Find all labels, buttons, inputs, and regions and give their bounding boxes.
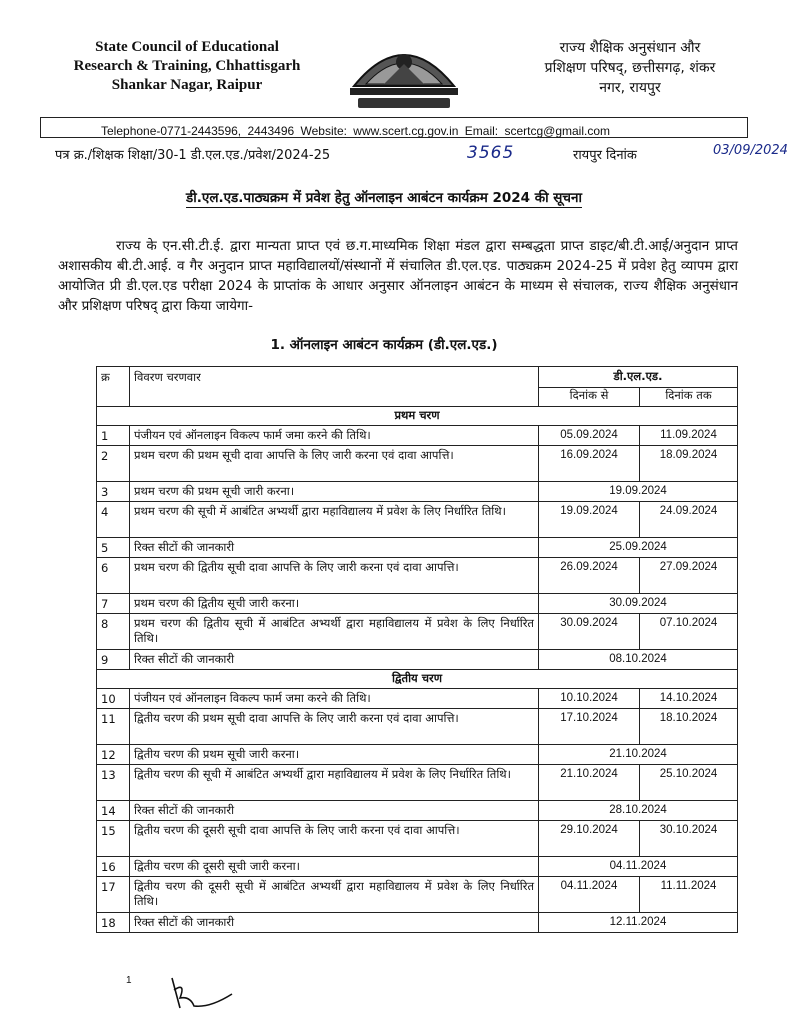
row-date-from: 30.09.2024: [539, 614, 640, 650]
contact-box: [40, 117, 748, 138]
phase-label: प्रथम चरण: [97, 407, 738, 426]
phase-row: [97, 670, 738, 689]
row-description: पंजीयन एवं ऑनलाइन विकल्प फार्म जमा करने की तिथि।: [130, 689, 539, 709]
row-description: द्वितीय चरण की प्रथम सूची दावा आपत्ति के लिए जारी करना एवं दावा आपत्ति।: [130, 709, 539, 745]
row-date-to: 25.10.2024: [640, 765, 738, 801]
table-row: [97, 801, 738, 821]
row-description: द्वितीय चरण की दूसरी सूची जारी करना।: [130, 857, 539, 877]
row-description: रिक्त सीटों की जानकारी: [130, 650, 539, 670]
contact-details: Telephone-0771-2443596, 2443496 Website: www.scert.cg.gov.in Email: scertcg@gmail.com: [101, 124, 610, 138]
org-name-hindi: [510, 38, 750, 98]
table-header-row: [97, 367, 738, 388]
org-en-line: State Council of Educational: [95, 39, 279, 55]
table-row: [97, 502, 738, 538]
table-row: [97, 709, 738, 745]
row-description: द्वितीय चरण की दूसरी सूची में आबंटित अभ्यर्थी द्वारा महाविद्यालय में प्रवेश के लिए निर्धारित तिथि।: [130, 877, 539, 913]
org-en-line: Shankar Nagar, Raipur: [111, 77, 263, 93]
header-no: क्र: [97, 367, 130, 407]
row-date: 04.11.2024: [539, 857, 738, 877]
row-date-from: 19.09.2024: [539, 502, 640, 538]
row-date-from: 21.10.2024: [539, 765, 640, 801]
org-hi-line: नगर, रायपुर: [599, 80, 661, 96]
row-number: 12: [97, 745, 130, 765]
row-date-to: 07.10.2024: [640, 614, 738, 650]
signature-scribble: [160, 968, 250, 1018]
scert-logo-emblem: [344, 36, 464, 112]
row-date-from: 16.09.2024: [539, 446, 640, 482]
letter-number: 3565: [467, 143, 515, 163]
table-row: [97, 446, 738, 482]
notice-paragraph: राज्य के एन.सी.टी.ई. द्वारा मान्यता प्राप्त एवं छ.ग.माध्यमिक शिक्षा मंडल द्वारा सम्बद्धता प्राप्त डाइट/बी.टी.आई/अनुदान प्राप्त अशासकीय बी.टी.आई. व गैर अनुदान प्राप्त महाविद्यालयों/संस्थानों में संचालित डी.एल.एड. पाठ्यक्रम 2024-25 में प्रवेश हेतु व्यापम द्वारा आयोजित प्री डी.एल.एड परीक्षा 2024 के प्राप्तांक के आधार अनुसार ऑनलाइन आबंटन के माध्यम से संचालक, राज्य शैक्षिक अनुसंधान और प्रशिक्षण परिषद् द्वारा किया जायेगा-: [58, 238, 738, 314]
row-date: 30.09.2024: [539, 594, 738, 614]
row-number: 15: [97, 821, 130, 857]
row-description: प्रथम चरण की द्वितीय सूची दावा आपत्ति के लिए जारी करना एवं दावा आपत्ति।: [130, 558, 539, 594]
row-date: 21.10.2024: [539, 745, 738, 765]
row-description: प्रथम चरण की प्रथम सूची जारी करना।: [130, 482, 539, 502]
row-description: रिक्त सीटों की जानकारी: [130, 538, 539, 558]
row-number: 13: [97, 765, 130, 801]
org-name-english: [62, 38, 312, 95]
row-number: 14: [97, 801, 130, 821]
row-number: 17: [97, 877, 130, 913]
row-date: 25.09.2024: [539, 538, 738, 558]
row-date-from: 17.10.2024: [539, 709, 640, 745]
table-row: [97, 689, 738, 709]
row-number: 18: [97, 913, 130, 933]
row-date: 12.11.2024: [539, 913, 738, 933]
header-from: दिनांक से: [539, 388, 640, 407]
table-row: [97, 877, 738, 913]
row-date-from: 26.09.2024: [539, 558, 640, 594]
row-description: प्रथम चरण की द्वितीय सूची जारी करना।: [130, 594, 539, 614]
table-row: [97, 594, 738, 614]
schedule-subheading: 1. ऑनलाइन आबंटन कार्यक्रम (डी.एल.एड.): [270, 337, 498, 353]
table-row: [97, 650, 738, 670]
handwritten-date: 03/09/2024: [713, 143, 788, 158]
row-number: 1: [97, 426, 130, 446]
row-date-from: 04.11.2024: [539, 877, 640, 913]
row-number: 8: [97, 614, 130, 650]
row-number: 11: [97, 709, 130, 745]
row-date-to: 11.09.2024: [640, 426, 738, 446]
page-mark: 1: [126, 975, 132, 986]
schedule-table: [96, 366, 738, 933]
table-row: [97, 426, 738, 446]
table-row: [97, 913, 738, 933]
row-description: रिक्त सीटों की जानकारी: [130, 913, 539, 933]
row-number: 4: [97, 502, 130, 538]
row-description: पंजीयन एवं ऑनलाइन विकल्प फार्म जमा करने की तिथि।: [130, 426, 539, 446]
row-date: 19.09.2024: [539, 482, 738, 502]
row-date-from: 10.10.2024: [539, 689, 640, 709]
row-description: प्रथम चरण की सूची में आबंटित अभ्यर्थी द्वारा महाविद्यालय में प्रवेश के लिए निर्धारित तिथि।: [130, 502, 539, 538]
row-date-to: 14.10.2024: [640, 689, 738, 709]
row-date-to: 27.09.2024: [640, 558, 738, 594]
org-en-line: Research & Training, Chhattisgarh: [73, 58, 301, 74]
table-row: [97, 558, 738, 594]
table-row: [97, 745, 738, 765]
row-number: 9: [97, 650, 130, 670]
row-date-to: 24.09.2024: [640, 502, 738, 538]
row-date-to: 18.09.2024: [640, 446, 738, 482]
row-number: 5: [97, 538, 130, 558]
header-description: विवरण चरणवार: [130, 367, 539, 407]
row-description: द्वितीय चरण की सूची में आबंटित अभ्यर्थी द्वारा महाविद्यालय में प्रवेश के लिए निर्धारित तिथि।: [130, 765, 539, 801]
table-row: [97, 538, 738, 558]
row-description: प्रथम चरण की प्रथम सूची दावा आपत्ति के लिए जारी करना एवं दावा आपत्ति।: [130, 446, 539, 482]
phase2-rows: [97, 689, 738, 933]
row-number: 2: [97, 446, 130, 482]
table-row: [97, 614, 738, 650]
row-date: 28.10.2024: [539, 801, 738, 821]
header-to: दिनांक तक: [640, 388, 738, 407]
row-description: द्वितीय चरण की प्रथम सूची जारी करना।: [130, 745, 539, 765]
row-date: 08.10.2024: [539, 650, 738, 670]
org-hi-line: राज्य शैक्षिक अनुसंधान और: [559, 40, 701, 56]
reference-number: पत्र क्र./शिक्षक शिक्षा/30-1 डी.एल.एड./प्रवेश/2024-25: [55, 148, 331, 163]
row-date-to: 18.10.2024: [640, 709, 738, 745]
row-date-from: 05.09.2024: [539, 426, 640, 446]
row-description: द्वितीय चरण की दूसरी सूची दावा आपत्ति के लिए जारी करना एवं दावा आपत्ति।: [130, 821, 539, 857]
phase1-rows: [97, 426, 738, 670]
reference-line: [55, 143, 788, 165]
header-group: डी.एल.एड.: [539, 367, 738, 388]
table-row: [97, 765, 738, 801]
row-number: 16: [97, 857, 130, 877]
phase-row: [97, 407, 738, 426]
place-date-label: रायपुर दिनांक: [573, 148, 637, 163]
table-row: [97, 821, 738, 857]
phase-label: द्वितीय चरण: [97, 670, 738, 689]
row-description: रिक्त सीटों की जानकारी: [130, 801, 539, 821]
notice-heading-text: डी.एल.एड.पाठ्यक्रम में प्रवेश हेतु ऑनलाइन आबंटन कार्यक्रम 2024 की सूचना: [186, 190, 582, 206]
row-date-from: 29.10.2024: [539, 821, 640, 857]
row-date-to: 30.10.2024: [640, 821, 738, 857]
row-number: 6: [97, 558, 130, 594]
table-row: [97, 482, 738, 502]
notice-heading: [0, 188, 768, 206]
row-date-to: 11.11.2024: [640, 877, 738, 913]
org-hi-line: प्रशिक्षण परिषद्, छत्तीसगढ़, शंकर: [544, 60, 716, 76]
row-number: 10: [97, 689, 130, 709]
row-number: 3: [97, 482, 130, 502]
row-description: प्रथम चरण की द्वितीय सूची में आबंटित अभ्यर्थी द्वारा महाविद्यालय में प्रवेश के लिए निर्धारित तिथि।: [130, 614, 539, 650]
table-row: [97, 857, 738, 877]
row-number: 7: [97, 594, 130, 614]
